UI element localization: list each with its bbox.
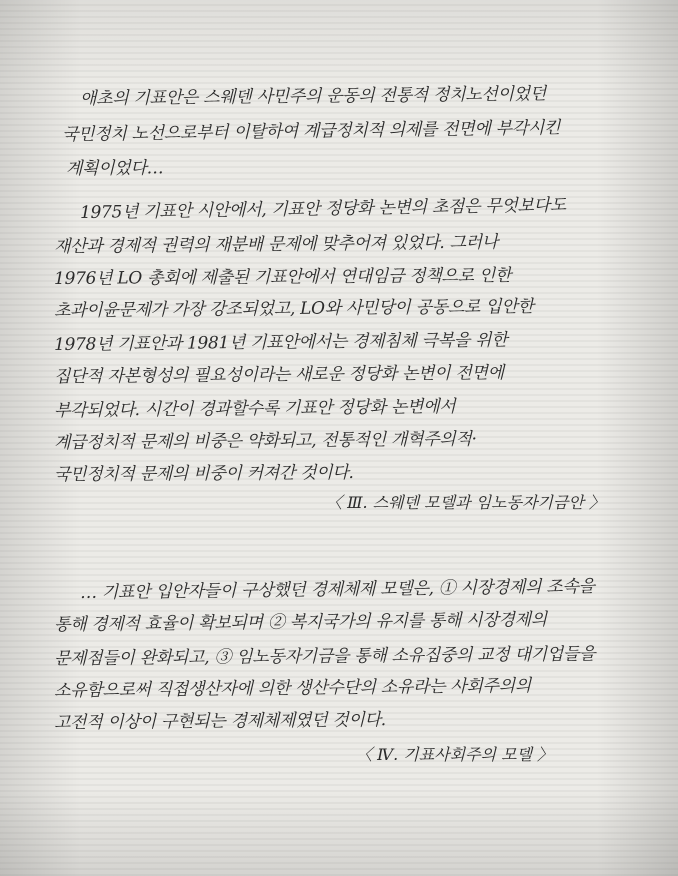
text-line-2: 국민정치 노선으로부터 이탈하여 계급정치적 의제를 전면에 부각시킨	[61, 118, 561, 145]
section-caption-3: 〈 Ⅲ. 스웨덴 모델과 임노동자기금안 〉	[326, 493, 605, 512]
text-line-15: 문제점들이 완화되고, ③ 임노동자기금을 통해 소유집중의 교정 대기업들을	[53, 644, 596, 669]
text-line-5: 재산과 경제적 권력의 재분배 문제에 맞추어져 있었다. 그러나	[53, 232, 498, 257]
text-line-11: 계급정치적 문제의 비중은 약화되고, 전통적인 개혁주의적·	[53, 429, 477, 453]
text-line-14: 통해 경제적 효율이 확보되며 ② 복지국가의 유지를 통해 시장경제의	[53, 609, 547, 635]
section-caption-4: 〈 Ⅳ. 기표사회주의 모델 〉	[356, 745, 554, 764]
text-line-1: 애초의 기표안은 스웨덴 사민주의 운동의 전통적 정치노선이었던	[79, 84, 547, 109]
text-line-17: 고전적 이상이 구현되는 경제체제였던 것이다.	[53, 710, 386, 733]
text-line-16: 소유함으로써 직접생산자에 의한 생산수단의 소유라는 사회주의의	[53, 676, 532, 701]
text-line-9: 집단적 자본형성의 필요성이라는 새로운 정당화 논변이 전면에	[53, 363, 504, 387]
text-line-6: 1976년 LO 총회에 제출된 기표안에서 연대임금 정책으로 인한	[53, 265, 512, 289]
text-line-12: 국민정치적 문제의 비중이 커져간 것이다.	[53, 462, 354, 485]
text-line-8: 1978년 기표안과 1981년 기표안에서는 경제침체 극복을 위한	[53, 330, 508, 355]
text-line-13: … 기표안 입안자들이 구상했던 경제체제 모델은, ① 시장경제의 조속을	[79, 576, 595, 603]
text-line-10: 부각되었다. 시간이 경과할수록 기표안 정당화 논변에서	[53, 396, 456, 421]
text-line-7: 초과이윤문제가 가장 강조되었고, LO와 사민당이 공동으로 입안한	[53, 296, 534, 321]
text-line-4: 1975년 기표안 시안에서, 기표안 정당화 논변의 초점은 무엇보다도	[79, 195, 567, 223]
text-line-3: 계획이었다…	[65, 158, 164, 179]
